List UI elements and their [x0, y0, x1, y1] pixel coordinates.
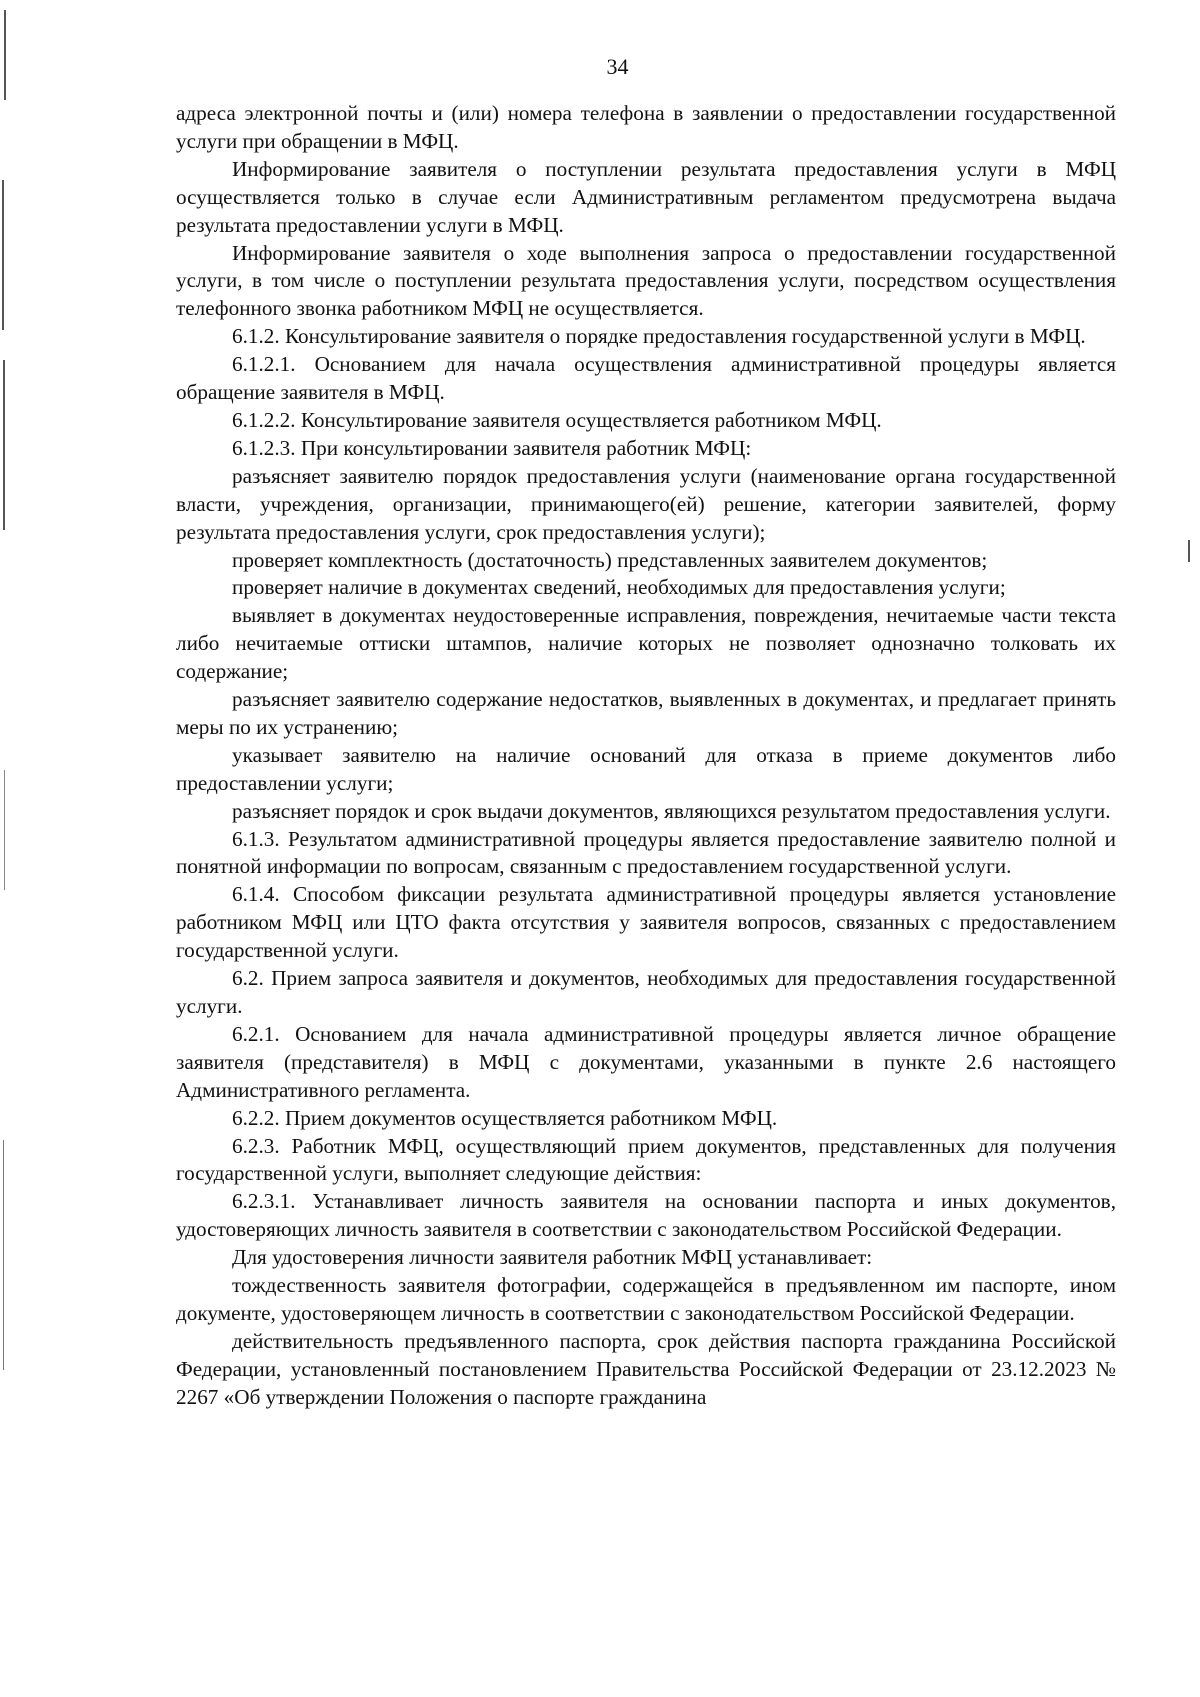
paragraph: 6.1.2.3. При консультировании заявителя работник МФЦ: [232, 435, 752, 460]
paragraph: проверяет наличие в документах сведений, необходимых для предоставления услуги; [232, 575, 1006, 600]
paragraph: тождественность заявителя фотографии, содержащейся в предъявленном им паспорте, ином документе, удостоверяющем личность в соответствии с законодательством Российской Федерации. [176, 1273, 1116, 1325]
paragraph: 6.1.2. Консультирование заявителя о порядке предоставления государственной услуги в МФЦ. [232, 324, 1086, 349]
page-number: 34 [606, 54, 629, 79]
paragraph: проверяет комплектность (достаточность) представленных заявителем документов; [232, 547, 988, 572]
scan-artifact [4, 10, 6, 100]
paragraph: 6.2.1. Основанием для начала административной процедуры является личное обращение заявителя (представителя) в МФЦ с документами, указанными в пункте 2.6 настоящего Административного регламента. [176, 1021, 1116, 1102]
paragraph: Для удостоверения личности заявителя работник МФЦ устанавливает: [232, 1245, 873, 1270]
paragraph: Информирование заявителя о поступлении результата предоставления услуги в МФЦ осуществляется только в случае если Административным регламентом предусмотрена выдача результата предоставлении услуги в МФЦ. [176, 156, 1116, 237]
document-body [176, 100, 1116, 1412]
paragraph: 6.2. Прием запроса заявителя и документов, необходимых для предоставления государственной услуги. [176, 966, 1116, 1018]
paragraph: 6.1.3. Результатом административной процедуры является предоставление заявителю полной и понятной информации по вопросам, связанным с предоставлением государственной услуги. [176, 826, 1116, 879]
paragraph: выявляет в документах неудостоверенные исправления, повреждения, нечитаемые части текста либо нечитаемые оттиски штампов, наличие которых не позволяет однозначно толковать их содержание; [176, 603, 1116, 684]
paragraph: 6.1.4. Способом фиксации результата административной процедуры является установление работником МФЦ или ЦТО факта отсутствия у заявителя вопросов, связанных с предоставлением государственной услуги. [176, 882, 1116, 963]
scan-artifact [1188, 540, 1190, 562]
paragraph: 6.2.3.1. Устанавливает личность заявителя на основании паспорта и иных документов, удостоверяющих личность заявителя в соответствии с законодательством Российской Федерации. [176, 1189, 1116, 1242]
paragraph: адреса электронной почты и (или) номера телефона в заявлении о предоставлении государственной услуги при обращении в МФЦ. [176, 101, 1116, 153]
paragraph: разъясняет порядок и срок выдачи документов, являющихся результатом предоставления услуги. [232, 798, 1111, 823]
paragraph: 6.1.2.1. Основанием для начала осуществления административной процедуры является обращение заявителя в МФЦ. [176, 352, 1116, 405]
scan-artifact [3, 1140, 4, 1370]
paragraph: 6.2.2. Прием документов осуществляется работником МФЦ. [232, 1105, 778, 1130]
paragraph: разъясняет заявителю порядок предоставления услуги (наименование органа государственной власти, учреждения, организации, принимающего(ей) решение, категории заявителей, форму результата предоставления услуги, срок предоставления услуги); [176, 463, 1116, 544]
paragraph: Информирование заявителя о ходе выполнения запроса о предоставлении государственной услуги, в том числе о поступлении результата предоставления услуги, посредством осуществления телефонного звонка работником МФЦ не осуществляется. [176, 240, 1116, 321]
paragraph: указывает заявителю на наличие оснований для отказа в приеме документов либо предоставлении услуги; [176, 742, 1116, 795]
paragraph: 6.1.2.2. Консультирование заявителя осуществляется работником МФЦ. [232, 407, 882, 432]
paragraph: разъясняет заявителю содержание недостатков, выявленных в документах, и предлагает принять меры по их устранению; [176, 687, 1116, 739]
scan-artifact [4, 770, 5, 890]
paragraph: действительность предъявленного паспорта, срок действия паспорта гражданина Российской Федерации, установленный постановлением Правительства Российской Федерации от 23.12.2023 № 2267 «Об утверждении Положения о паспорте гражданина [176, 1328, 1116, 1409]
scan-artifact [3, 360, 5, 530]
scan-artifact [2, 180, 4, 330]
paragraph: 6.2.3. Работник МФЦ, осуществляющий прием документов, представленных для получения государственной услуги, выполняет следующие действия: [176, 1133, 1116, 1186]
